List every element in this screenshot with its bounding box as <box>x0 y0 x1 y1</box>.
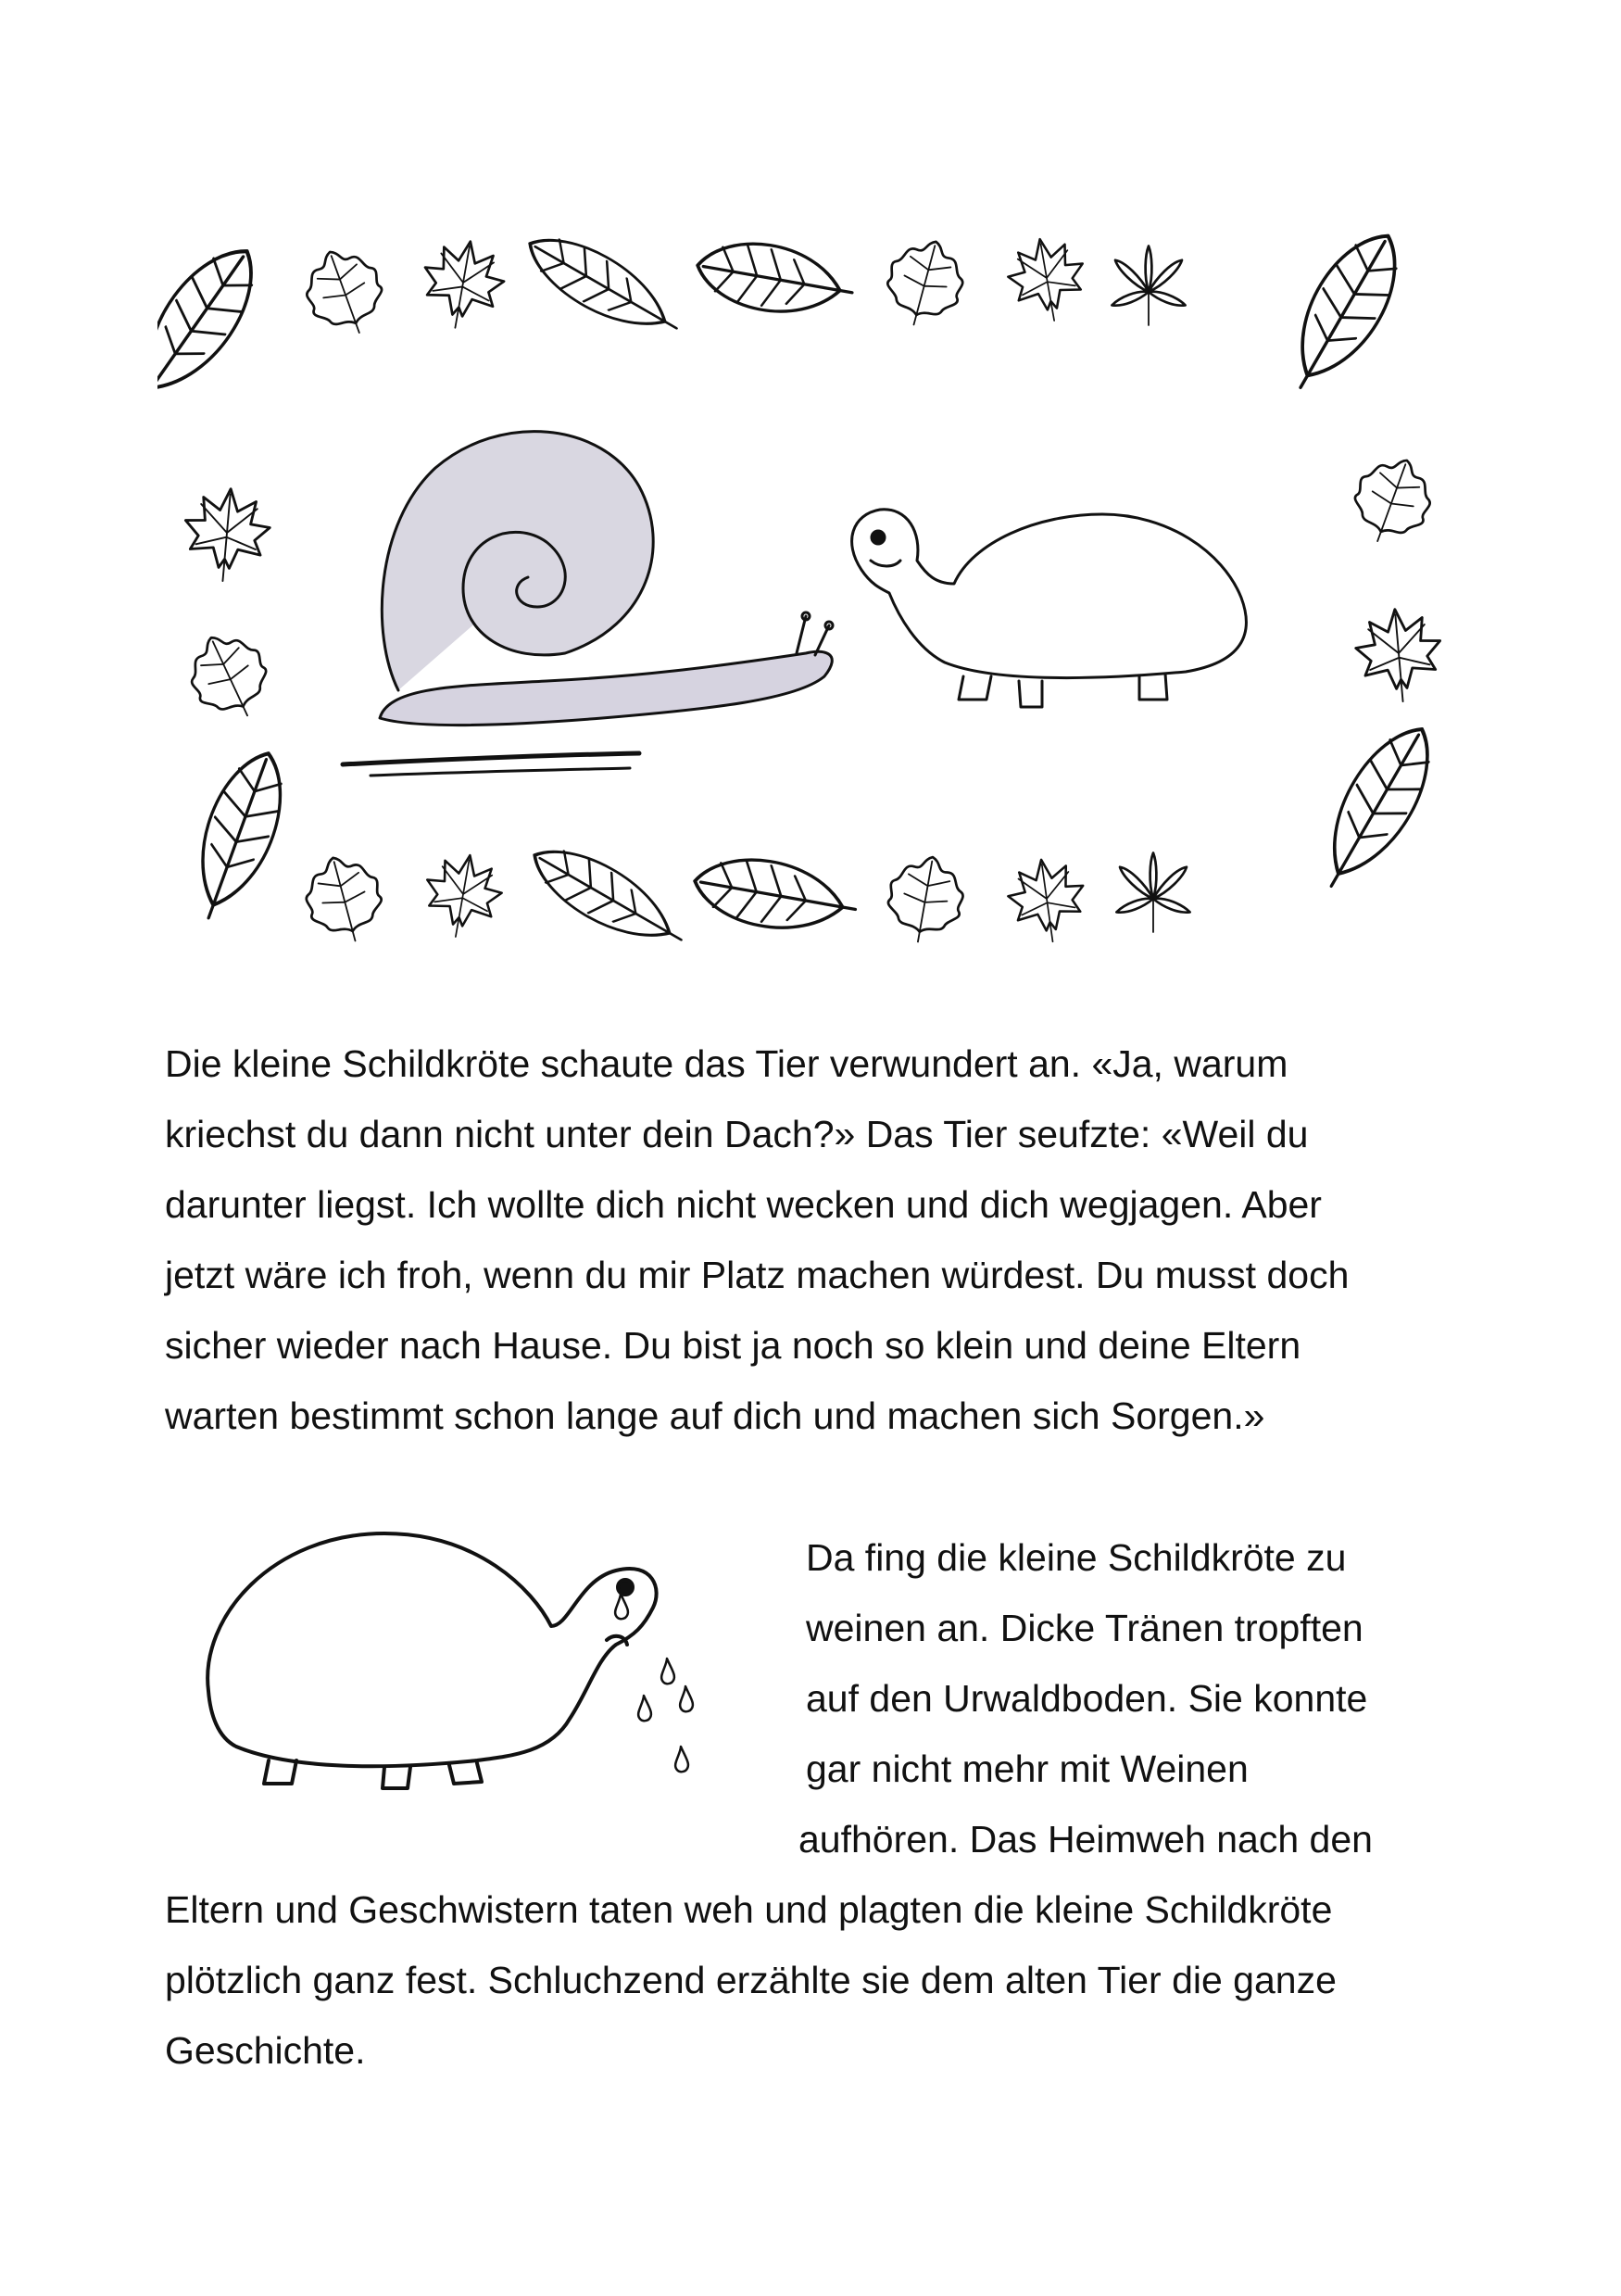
leaf-maple-icon <box>416 234 509 334</box>
leaf-maple-icon <box>1352 606 1445 705</box>
leaf-ovate-icon <box>692 233 858 324</box>
leaf-ovate-icon <box>689 849 861 941</box>
paragraph-line: weinen an. Dicke Tränen tropften <box>806 1607 1363 1649</box>
leaf-ovate-icon <box>178 742 298 928</box>
paragraph-line: Geschichte. <box>165 2029 366 2072</box>
paragraph-line: auf den Urwaldboden. Sie konnte <box>806 1677 1368 1720</box>
tear-drops-icon <box>615 1594 693 1772</box>
paragraph-line: kriechst du dann nicht unter dein Dach?» Das Tier seufzte: «Weil du <box>165 1113 1309 1155</box>
paragraph-1 <box>165 1028 1443 1451</box>
leaf-oak-icon <box>178 623 281 731</box>
paragraph-2 <box>798 1522 1473 1874</box>
leaf-ovate-icon <box>1303 713 1450 902</box>
leaf-chestnut-icon <box>1112 246 1185 326</box>
leaf-maple-icon <box>1004 854 1090 947</box>
snail-icon <box>343 432 833 776</box>
crying-turtle-illustration <box>199 1506 736 1821</box>
leaf-ovate-icon <box>517 221 689 351</box>
leaf-oak-icon <box>878 233 971 334</box>
leaf-oak-icon <box>882 851 969 948</box>
paragraph-line: warten bestimmt schon lange auf dich und machen sich Sorgen.» <box>165 1394 1265 1437</box>
leaf-maple-icon <box>1002 233 1091 327</box>
paragraph-line: darunter liegst. Ich wollte dich nicht wecken und dich wegjagen. Aber <box>165 1183 1322 1226</box>
leaf-oak-icon <box>298 849 391 951</box>
paragraph-3 <box>165 1874 1462 2086</box>
paragraph-line: jetzt wäre ich froh, wenn du mir Platz machen würdest. Du musst doch <box>165 1254 1350 1296</box>
leaf-maple-icon <box>181 486 273 585</box>
leaf-ovate-icon <box>157 232 275 419</box>
paragraph-line: aufhören. Das Heimweh nach den <box>798 1818 1373 1861</box>
paragraph-line: gar nicht mehr mit Weinen <box>806 1747 1249 1790</box>
paragraph-line: sicher wieder nach Hause. Du bist ja noch so klein und deine Eltern <box>165 1324 1301 1367</box>
leaf-ovate-icon <box>1271 219 1417 404</box>
leaf-maple-icon <box>419 849 508 943</box>
crying-turtle-icon <box>207 1533 656 1788</box>
top-illustration <box>157 218 1473 959</box>
paragraph-line: plötzlich ganz fest. Schluchzend erzählte sie dem alten Tier die ganze <box>165 1959 1337 2001</box>
leaf-ovate-icon <box>521 832 694 959</box>
paragraph-line: Da fing die kleine Schildkröte zu <box>806 1536 1347 1579</box>
leaf-oak-icon <box>295 239 394 345</box>
paragraph-line: Eltern und Geschwistern taten weh und plagten die kleine Schildkröte <box>165 1888 1333 1931</box>
paragraph-line: Die kleine Schildkröte schaute das Tier verwundert an. «Ja, warum <box>165 1042 1288 1085</box>
leaf-chestnut-icon <box>1116 853 1189 933</box>
leaf-oak-icon <box>1343 448 1441 553</box>
turtle-icon <box>852 510 1247 707</box>
